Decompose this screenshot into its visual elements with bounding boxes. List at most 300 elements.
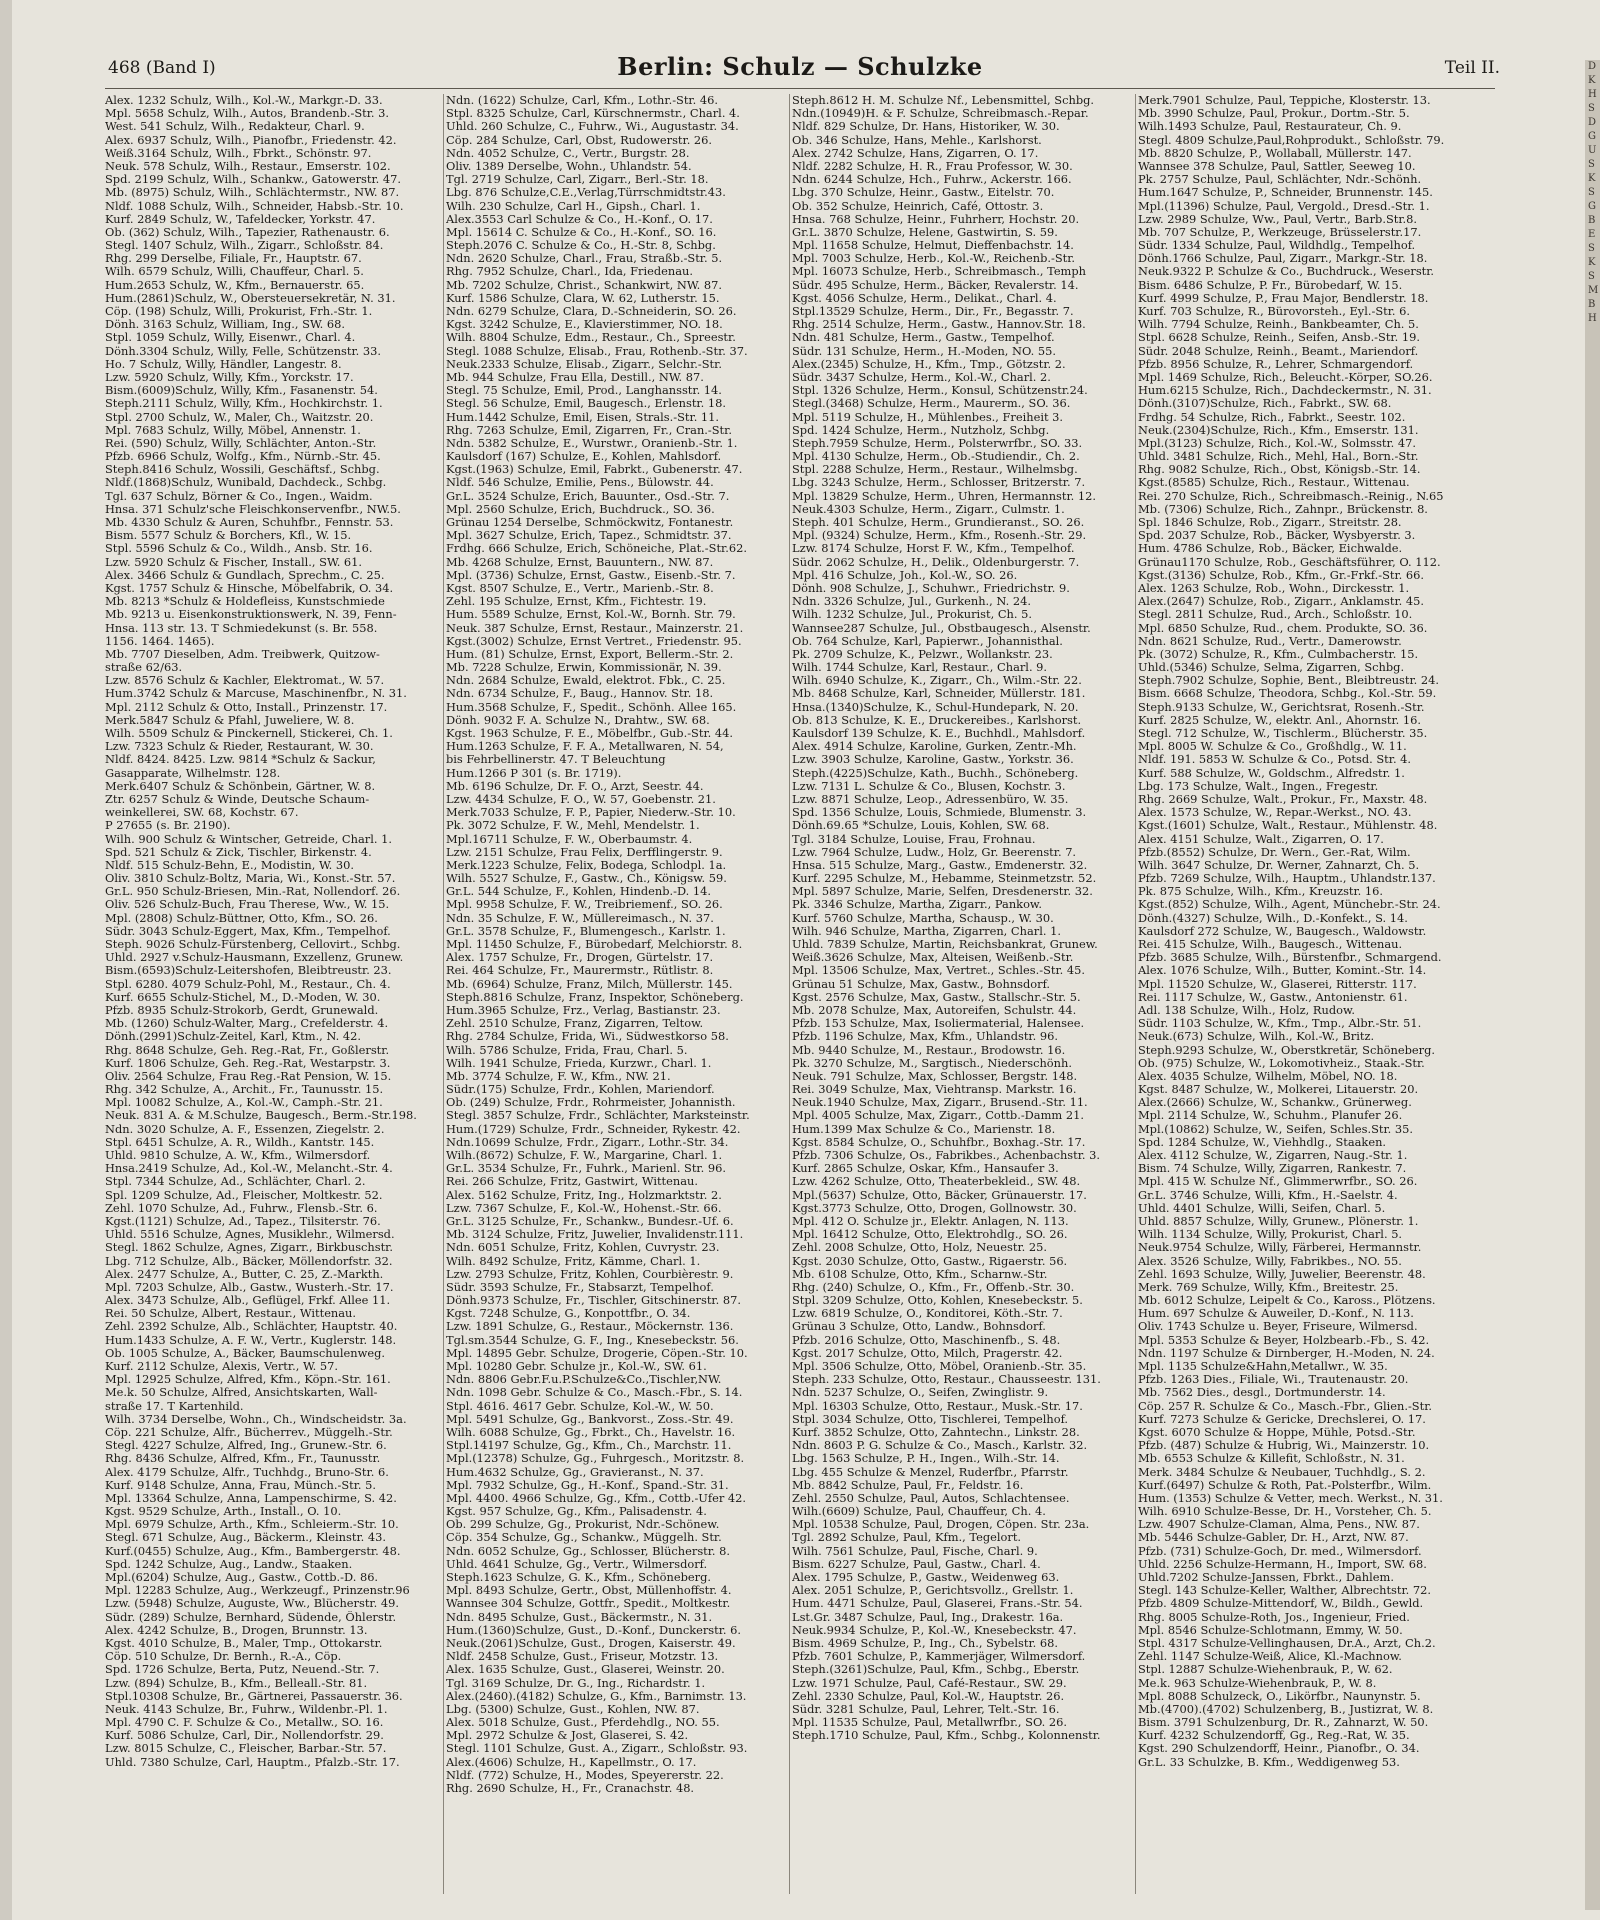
directory-entry: Mpl. 11658 Schulze, Helmut, Dieffenbachstr. 14. <box>792 239 1074 253</box>
directory-entry: Kaulsdorf 272 Schulze, W., Baugesch., Waldowstr. <box>1138 924 1427 938</box>
directory-entry: Gr.L. 33 Schulzke, B. Kfm., Weddigenweg 53. <box>1138 1755 1400 1769</box>
directory-entry: Steph.8612 H. M. Schulze Nf., Lebensmittel, Schbg. <box>792 94 1095 107</box>
directory-entry: Oliv. 526 Schulz-Buch, Frau Therese, Ww., W. 15. <box>105 898 390 912</box>
directory-entry: Merk. 769 Schulze, Willy, Kfm., Breitestr. 25. <box>1138 1280 1399 1294</box>
directory-entry: Südr. 3281 Schulze, Paul, Lehrer, Telt.-Str. 16. <box>792 1702 1060 1716</box>
directory-entry: Alex. 2742 Schulze, Hans, Zigarren, O. 17. <box>792 146 1039 160</box>
directory-entry: Uhld. 9810 Schulze, A. W., Kfm., Wilmersdorf. <box>105 1149 371 1162</box>
directory-entry: Ndn. 6279 Schulze, Clara, D.-Schneiderin, SO. 26. <box>446 305 737 318</box>
directory-entry: Mpl.16711 Schulze, F. W., Oberbaumstr. 4. <box>446 832 693 846</box>
directory-entry: Kurf. 3852 Schulze, Otto, Zahntechn., Linkstr. 28. <box>792 1425 1080 1439</box>
directory-entry: Stegl. 1862 Schulze, Agnes, Zigarr., Birkbuschstr. <box>105 1241 393 1255</box>
directory-entry: Hnsa. 371 Schulz'sche Fleischkonservenfbr., NW.5. <box>105 502 401 516</box>
directory-entry: West. 541 Schulz, Wilh., Redakteur, Charl. 9. <box>105 120 365 134</box>
directory-entry: Kgst. 2576 Schulze, Max, Gastw., Stallschr.-Str. 5. <box>792 990 1081 1004</box>
margin-letter: S <box>1588 271 1595 282</box>
margin-letter: H <box>1588 89 1597 100</box>
directory-entry: Mpl. 415 W. Schulze Nf., Glimmerwrfbr., SO. 26. <box>1138 1175 1418 1189</box>
directory-entry: Bism. 6486 Schulze, P. Fr., Bürobedarf, W. 15. <box>1138 278 1403 292</box>
directory-entry: Alex. 4035 Schulze, Wilhelm, Möbel, NO. 18. <box>1138 1069 1398 1083</box>
directory-entry: Ndn. 5237 Schulze, O., Seifen, Zwinglistr. 9. <box>792 1386 1049 1400</box>
directory-entry: Neuk. 831 A. & M.Schulze, Baugesch., Berm.-Str.198. <box>105 1109 417 1123</box>
directory-entry: Ndn. (1622) Schulze, Carl, Kfm., Lothr.-Str. 46. <box>446 94 718 107</box>
directory-entry: Gr.L. 3578 Schulze, F., Blumengesch., Karlstr. 1. <box>446 924 726 938</box>
directory-entry: Cöp. 221 Schulze, Alfr., Bücherrev., Müggelh.-Str. <box>105 1425 393 1439</box>
directory-entry: Mpl. 3506 Schulze, Otto, Möbel, Oranienb.-Str. 35. <box>792 1360 1087 1373</box>
margin-letter: S <box>1588 187 1595 198</box>
directory-entry: Alex. 3466 Schulz & Gundlach, Sprechm., C. 25. <box>105 568 385 582</box>
directory-entry: Hum.4632 Schulze, Gg., Gravieranst., N. 37. <box>446 1465 704 1479</box>
directory-entry: Tgl. 2892 Schulze, Paul, Kfm., Tegelort. <box>792 1531 1022 1545</box>
directory-entry: Neuk.(673) Schulze, Wilh., Kol.-W., Britz. <box>1138 1030 1375 1044</box>
directory-entry: Stpl. 8325 Schulze, Carl, Kürschnermstr., Charl. 4. <box>446 107 740 121</box>
directory-entry: Mb. 4268 Schulze, Ernst, Bauuntern., NW. 87. <box>446 555 714 569</box>
directory-entry: Kurf. 1586 Schulze, Clara, W. 62, Lutherstr. 15. <box>446 291 720 305</box>
directory-entry: Ob. 1005 Schulze, A., Bäcker, Baumschulenweg. <box>105 1346 385 1360</box>
directory-entry: Gr.L. 3534 Schulze, Fr., Fuhrk., Marienl. Str. 96. <box>446 1162 726 1176</box>
directory-entry: Bism. 5577 Schulz & Borchers, Kfl., W. 15. <box>105 529 352 543</box>
directory-entry: Nldf. 515 Schulz-Behn, E., Modistin, W. 30. <box>105 858 355 872</box>
directory-entry: Mpl.(6204) Schulze, Aug., Gastw., Cottb.-D. 86. <box>105 1571 379 1584</box>
directory-entry: Kgst. 9529 Schulze, Arth., Install., O. 10. <box>105 1505 342 1519</box>
margin-letter: D <box>1588 61 1597 72</box>
directory-entry: Ob. 813 Schulze, K. E., Druckereibes., Karlshorst. <box>792 713 1082 727</box>
directory-entry: Dönh.1766 Schulze, Paul, Zigarr., Markgr.-Str. 18. <box>1138 252 1428 266</box>
directory-entry: Gasapparate, Wilhelmstr. 128. <box>105 766 281 780</box>
directory-entry: Cöp. 284 Schulze, Carl, Obst, Rudowerstr. 26. <box>446 133 713 147</box>
directory-entry: Mpl. 2972 Schulze & Jost, Glaserei, S. 42. <box>446 1729 689 1743</box>
directory-entry: Hum.1263 Schulze, F. F. A., Metallwaren, N. 54, <box>446 740 724 754</box>
directory-entry: Wilh. 5527 Schulze, F., Gastw., Ch., Königsw. 59. <box>446 872 727 886</box>
directory-entry: Lzw. 5920 Schulz & Fischer, Install., SW. 61. <box>105 555 363 569</box>
directory-entry: Hum. 5589 Schulze, Ernst, Kol.-W., Bornh. Str. 79. <box>446 608 736 622</box>
directory-entry: Tgl. 637 Schulz, Börner & Co., Ingen., Waidm. <box>105 489 373 503</box>
directory-entry: Mb. 8820 Schulze, P., Wollaball, Müllerstr. 147. <box>1138 146 1412 160</box>
directory-entry: Wilh. 6940 Schulze, K., Zigarr., Ch., Wilm.-Str. 22. <box>792 674 1082 688</box>
directory-entry: Mpl. 13364 Schulze, Anna, Lampenschirme, S. 42. <box>105 1491 397 1505</box>
directory-entry: Wilh.(8672) Schulze, F. W., Margarine, Charl. 1. <box>446 1149 723 1162</box>
directory-entry: Mb. 8213 *Schulz & Holdefleiss, Kunstschmiede <box>105 595 385 609</box>
directory-entry: Hnsa.(1340)Schulze, K., Schul-Hundepark, N. 20. <box>792 700 1079 714</box>
directory-entry: Alex. 2051 Schulze, P., Gerichtsvollz., Grellstr. 1. <box>792 1584 1074 1598</box>
directory-entry: Südr. 2062 Schulze, H., Delik., Oldenburgerstr. 7. <box>792 555 1080 569</box>
directory-entry: Weiß.3164 Schulz, Wilh., Fbrkt., Schönstr. 97. <box>105 146 372 160</box>
directory-entry: Kgst.(1963) Schulze, Emil, Fabrkt., Gubenerstr. 47. <box>446 463 743 477</box>
directory-entry: Hum.3742 Schulz & Marcuse, Maschinenfbr., N. 31. <box>105 687 407 701</box>
directory-entry: Stegl. 1101 Schulze, Gust. A., Zigarr., Schloßstr. 93. <box>446 1742 748 1756</box>
directory-entry: Grünau 1254 Derselbe, Schmöckwitz, Fontanestr. <box>446 516 734 529</box>
directory-entry: Wannsee 378 Schulze, Paul, Sattler, Seeweg 10. <box>1138 159 1416 173</box>
directory-entry: Mpl.(3123) Schulze, Rich., Kol.-W., Solmsstr. 47. <box>1138 436 1417 450</box>
directory-entry: Mb. 9213 u. Eisenkonstruktionswerk, N. 39, Fenn- <box>105 608 397 622</box>
directory-entry: Wilh. 230 Schulze, Carl H., Gipsh., Charl. 1. <box>446 199 701 213</box>
directory-entry: Mpl. 11520 Schulze, W., Glaserei, Ritterstr. 117. <box>1138 977 1417 991</box>
directory-entry: Mpl. 6979 Schulze, Arth., Kfm., Schleierm.-Str. 10. <box>105 1518 399 1532</box>
directory-entry: Kurf. 5760 Schulze, Martha, Schausp., W. 30. <box>792 911 1054 925</box>
directory-entry: Rhg. 8436 Schulze, Alfred, Kfm., Fr., Taunusstr. <box>105 1452 381 1466</box>
directory-entry: Mb. 6553 Schulze & Killefit, Schloßstr., N. 31. <box>1138 1452 1405 1466</box>
directory-entry: Spd. 1726 Schulze, Berta, Putz, Neuend.-Str. 7. <box>105 1663 380 1677</box>
directory-entry: Uhld. 3481 Schulze, Rich., Mehl, Hal., Born.-Str. <box>1138 450 1419 464</box>
directory-entry: Stpl.13529 Schulze, Herm., Dir., Fr., Begasstr. 7. <box>792 305 1074 318</box>
directory-entry: Alex. 1757 Schulze, Fr., Drogen, Gürtelstr. 17. <box>446 951 714 965</box>
directory-entry: Dönh.69.65 *Schulze, Louis, Kohlen, SW. 68. <box>792 819 1050 833</box>
directory-entry: Oliv. 3810 Schulz-Boltz, Maria, Wi., Konst.-Str. 57. <box>105 872 396 886</box>
directory-entry: Mpl. 10538 Schulze, Paul, Drogen, Cöpen. Str. 23a. <box>792 1518 1090 1532</box>
directory-entry: Hum.1442 Schulze, Emil, Eisen, Strals.-Str. 11. <box>446 410 720 424</box>
directory-entry: Alex.(2647) Schulze, Rob., Zigarr., Anklamstr. 45. <box>1138 595 1425 609</box>
directory-entry: Oliv. 2564 Schulze, Frau Reg.-Rat Pension, W. 15. <box>105 1069 392 1083</box>
directory-entry: Hum.3965 Schulze, Frz., Verlag, Bastianstr. 23. <box>446 1003 721 1017</box>
directory-entry: Neuk.4303 Schulze, Herm., Zigarr., Culmstr. 1. <box>792 502 1065 516</box>
directory-entry: Stegl. 712 Schulze, W., Tischlerm., Blücherstr. 35. <box>1138 727 1428 740</box>
directory-entry: Rei. 266 Schulze, Fritz, Gastwirt, Wittenau. <box>446 1175 698 1189</box>
directory-entry: Nldf. 8424. 8425. Lzw. 9814 *Schulz & Sackur, <box>105 753 376 767</box>
directory-entry: Lzw. 4434 Schulze, F. O., W. 57, Goebenstr. 21. <box>446 792 716 806</box>
directory-entry: weinkellerei, SW. 68, Kochstr. 67. <box>105 806 299 820</box>
directory-entry: Hum. 4786 Schulze, Rob., Bäcker, Eichwalde. <box>1138 542 1403 556</box>
directory-entry: Ndn. 3020 Schulze, A. F., Essenzen, Ziegelstr. 2. <box>105 1122 385 1136</box>
directory-entry: Alex. 2477 Schulze, A., Butter, C. 25, Z.-Markth. <box>105 1267 384 1281</box>
directory-entry: Stpl. 4616. 4617 Gebr. Schulze, Kol.-W., W. 50. <box>446 1399 714 1413</box>
directory-entry: Mpl. 6850 Schulze, Rud., chem. Produkte, SO. 36. <box>1138 621 1428 635</box>
directory-entry: Mb. 6012 Schulze, Leipelt & Co., Kaross., Plötzens. <box>1138 1294 1436 1308</box>
directory-entry: Lzw. 2793 Schulze, Fritz, Kohlen, Courbièrestr. 9. <box>446 1267 734 1281</box>
directory-entry: Rhg. 8005 Schulze-Roth, Jos., Ingenieur, Fried. <box>1138 1610 1410 1624</box>
directory-entry: Steph.7902 Schulze, Sophie, Bent., Bleibtreustr. 24. <box>1138 674 1440 688</box>
directory-entry: Stpl. 3209 Schulze, Otto, Kohlen, Knesebeckstr. 5. <box>792 1294 1083 1308</box>
directory-entry: Kgst. 2030 Schulze, Otto, Gastw., Rigaerstr. 56. <box>792 1254 1068 1268</box>
margin-letter: S <box>1588 243 1595 254</box>
directory-entry: Kgst. 4010 Schulze, B., Maler, Tmp., Ottokarstr. <box>105 1636 383 1650</box>
directory-entry: Steph.2111 Schulz, Willy, Kfm., Hochkirchstr. 1. <box>105 397 383 411</box>
directory-entry: Bism. 3791 Schulzenburg, Dr. R., Zahnarzt, W. 50. <box>1138 1716 1429 1730</box>
directory-entry: Mpl. (3736) Schulze, Ernst, Gastw., Eisenb.-Str. 7. <box>446 568 736 582</box>
directory-entry: Neuk.(2061)Schulze, Gust., Drogen, Kaiserstr. 49. <box>446 1636 736 1650</box>
directory-entry: Mpl. (9324) Schulze, Herm., Kfm., Rosenh.-Str. 29. <box>792 529 1087 543</box>
directory-entry: Mpl. 5353 Schulze & Beyer, Holzbearb.-Fb., S. 42. <box>1138 1333 1430 1347</box>
directory-entry: Uhld. 8857 Schulze, Willy, Grunew., Plönerstr. 1. <box>1138 1214 1419 1228</box>
directory-entry: Merk.1223 Schulze, Felix, Bodega, Schlodpl. 1a. <box>446 858 727 872</box>
directory-entry: Wilh. 6088 Schulze, Gg., Fbrkt., Ch., Havelstr. 16. <box>446 1425 736 1439</box>
directory-entry: Gr.L. 544 Schulze, F., Kohlen, Hindenb.-D. 14. <box>446 885 712 899</box>
directory-entry: Oliv. 1389 Derselbe, Wohn., Uhlandstr. 54. <box>446 159 692 173</box>
directory-entry: Bism.(6009)Schulz, Willy, Kfm., Fasanenstr. 54. <box>105 384 378 398</box>
directory-entry: Hnsa. 515 Schulze, Marg., Gastw., Emdenerstr. 32. <box>792 858 1088 872</box>
directory-entry: Zehl. 2550 Schulze, Paul, Autos, Schlachtensee. <box>792 1491 1070 1505</box>
directory-entry: Mpl. 11535 Schulze, Paul, Metallwrfbr., SO. 26. <box>792 1716 1067 1730</box>
directory-entry: Ndn. 8603 P. G. Schulze & Co., Masch., Karlstr. 32. <box>792 1439 1088 1453</box>
directory-entry: Wilh. 900 Schulz & Wintscher, Getreide, Charl. 1. <box>105 832 392 846</box>
header-rule <box>105 88 1495 89</box>
directory-entry: Zehl. 1693 Schulze, Willy, Juwelier, Beerenstr. 48. <box>1138 1267 1426 1281</box>
directory-entry: Mpl. 8088 Schulzeck, O., Likörfbr., Naunynstr. 5. <box>1138 1689 1421 1703</box>
directory-entry: Kurf. 588 Schulze, W., Goldschm., Alfredstr. 1. <box>1138 766 1405 780</box>
column-divider <box>789 94 790 1894</box>
directory-entry: Mb. 4330 Schulz & Auren, Schuhfbr., Fennstr. 53. <box>105 516 394 529</box>
directory-entry: Lzw. 8015 Schulze, C., Fleischer, Barbar.-Str. 57. <box>105 1742 387 1756</box>
directory-entry: Wannsee 304 Schulze, Gottfr., Spedit., Moltkestr. <box>446 1597 731 1611</box>
directory-entry: Mpl. 2114 Schulze, W., Schuhm., Planufer 26. <box>1138 1109 1403 1123</box>
directory-entry: Alex. 6937 Schulz, Wilh., Pianofbr., Friedenstr. 42. <box>105 133 397 147</box>
directory-entry: Alex.(2460).(4182) Schulze, G., Kfm., Barnimstr. 13. <box>446 1689 747 1703</box>
directory-entry: Lzw. 8174 Schulze, Horst F. W., Kfm., Tempelhof. <box>792 542 1075 556</box>
directory-entry: P 27655 (s. Br. 2190). <box>105 819 231 833</box>
margin-letter: B <box>1588 215 1596 226</box>
directory-entry: Lzw. 8576 Schulz & Kachler, Elektromat., W. 57. <box>105 674 385 688</box>
directory-entry: Mpl. 9958 Schulze, F. W., Treibriemenf., SO. 26. <box>446 898 723 912</box>
directory-entry: Dönh. 3163 Schulz, William, Ing., SW. 68. <box>105 318 346 332</box>
directory-entry: Lzw. 7323 Schulz & Rieder, Restaurant, W. 30. <box>105 740 374 754</box>
margin-letter: B <box>1588 299 1596 310</box>
directory-entry: Mpl. 1469 Schulze, Rich., Beleucht.-Körper, SO.26. <box>1138 370 1433 384</box>
directory-entry: Ztr. 6257 Schulz & Winde, Deutsche Schaum- <box>105 792 370 806</box>
directory-entry: Hum. 4471 Schulze, Paul, Glaserei, Frans.-Str. 54. <box>792 1597 1083 1611</box>
directory-entry: Alex. 1635 Schulze, Gust., Glaserei, Weinstr. 20. <box>446 1663 725 1677</box>
directory-entry: Grünau 51 Schulze, Max, Gastw., Bohnsdorf. <box>792 977 1051 991</box>
directory-entry: Rhg. 2514 Schulze, Herm., Gastw., Hannov.Str. 18. <box>792 318 1086 332</box>
directory-entry: Mpl. 4130 Schulze, Herm., Ob.-Studiendir., Ch. 2. <box>792 450 1080 464</box>
directory-entry: Neuk.9934 Schulze, P., Kol.-W., Knesebeckstr. 47. <box>792 1623 1077 1637</box>
directory-entry: Rei. 1117 Schulze, W., Gastw., Antonienstr. 61. <box>1138 990 1408 1004</box>
directory-entry: Pfzb. 8935 Schulz-Strokorb, Gerdt, Grunewald. <box>105 1003 379 1017</box>
directory-entry: Lbg. 173 Schulze, Walt., Ingen., Fregestr. <box>1138 779 1379 793</box>
directory-entry: Mpl. 8493 Schulze, Gertr., Obst, Müllenhoffstr. 4. <box>446 1584 732 1598</box>
directory-entry: Stpl. 1326 Schulze, Herm., Konsul, Schützenstr.24. <box>792 384 1088 398</box>
directory-entry: Mb. 3990 Schulze, Paul, Prokur., Dortm.-Str. 5. <box>1138 107 1410 121</box>
margin-letter: E <box>1588 229 1596 240</box>
directory-entry: Hnsa. 768 Schulze, Heinr., Fuhrherr, Hochstr. 20. <box>792 212 1080 226</box>
directory-entry: Zehl. 1147 Schulze-Weiß, Alice, Kl.-Machnow. <box>1138 1650 1402 1664</box>
directory-entry: Mpl.(5637) Schulze, Otto, Bäcker, Grünauerstr. 17. <box>792 1188 1087 1202</box>
directory-entry: Steph.(3261)Schulze, Paul, Kfm., Schbg., Eberstr. <box>792 1663 1080 1677</box>
directory-entry: Wilh. 1744 Schulze, Karl, Restaur., Charl. 9. <box>792 661 1048 675</box>
directory-entry: Alex. 5018 Schulze, Gust., Pferdehdlg., NO. 55. <box>446 1716 720 1730</box>
directory-entry: Lst.Gr. 3487 Schulze, Paul, Ing., Drakestr. 16a. <box>792 1610 1064 1624</box>
directory-entry: Lbg. 370 Schulze, Heinr., Gastw., Eitelstr. 70. <box>792 186 1055 200</box>
directory-entry: Mb. (7306) Schulze, Rich., Zahnpr., Brückenstr. 8. <box>1138 502 1428 516</box>
directory-entry: Pfzb. (731) Schulze-Goch, Dr. med., Wilmersdorf. <box>1138 1544 1422 1558</box>
directory-entry: Lbg. 455 Schulze & Menzel, Ruderfbr., Pfarrstr. <box>792 1465 1069 1479</box>
directory-entry: Mpl. 4005 Schulze, Max, Zigarr., Cottb.-Damm 21. <box>792 1109 1084 1123</box>
directory-entry: Pfzb. 4809 Schulze-Mittendorf, W., Bildh., Gewld. <box>1138 1597 1424 1611</box>
directory-entry: Nldf. (772) Schulze, H., Modes, Speyererstr. 22. <box>446 1768 724 1782</box>
directory-entry: Kurf. 9148 Schulze, Anna, Frau, Münch.-Str. 5. <box>105 1478 377 1492</box>
directory-entry: Südr. 495 Schulze, Herm., Bäcker, Revalerstr. 14. <box>792 278 1079 292</box>
directory-entry: Lzw. (5948) Schulze, Auguste, Ww., Blücherstr. 49. <box>105 1597 399 1611</box>
directory-entry: Alex.3553 Carl Schulze & Co., H.-Konf., O. 17. <box>446 212 713 226</box>
directory-entry: Südr. 3043 Schulz-Eggert, Max, Kfm., Tempelhof. <box>105 924 391 938</box>
directory-entry: Wilh. 7794 Schulze, Reinh., Bankbeamter, Ch. 5. <box>1138 318 1419 332</box>
directory-entry: Stegl. 75 Schulze, Emil, Prod., Langhansstr. 14. <box>446 384 722 398</box>
directory-entry: Mpl. 13829 Schulze, Herm., Uhren, Hermannstr. 12. <box>792 489 1097 503</box>
directory-entry: Alex.(2666) Schulze, W., Schankw., Grünerweg. <box>1138 1096 1412 1110</box>
directory-entry: Stegl. 1088 Schulze, Elisab., Frau, Rothenb.-Str. 37. <box>446 344 748 358</box>
directory-entry: Lbg. 876 Schulze,C.E.,Verlag,Türrschmidtstr.43. <box>446 186 726 200</box>
directory-entry: Steph.8816 Schulze, Franz, Inspektor, Schöneberg. <box>446 990 744 1004</box>
directory-entry: Ob. (975) Schulze, W., Lokomotivheiz., Staak.-Str. <box>1138 1056 1425 1070</box>
directory-entry: Ndn. 35 Schulze, F. W., Müllereimasch., N. 37. <box>446 911 714 925</box>
directory-entry: Mpl. 10280 Gebr. Schulze jr., Kol.-W., SW. 61. <box>446 1360 707 1373</box>
directory-entry: Südr. 1103 Schulze, W., Kfm., Tmp., Albr.-Str. 51. <box>1138 1017 1422 1031</box>
directory-entry: Kurf.(0455) Schulze, Aug., Kfm., Bambergerstr. 48. <box>105 1544 401 1558</box>
directory-entry: Pk. 3270 Schulze, M., Sargtisch., Niederschönh. <box>792 1056 1072 1070</box>
directory-entry: Mb. (6964) Schulze, Franz, Milch, Müllerstr. 145. <box>446 977 733 991</box>
directory-entry: Lzw. 7367 Schulze, F., Kol.-W., Hohenst.-Str. 66. <box>446 1201 722 1215</box>
directory-entry: Steph. 9026 Schulz-Fürstenberg, Cellovirt., Schbg. <box>105 938 401 951</box>
directory-entry: Mb. 7707 Dieselben, Adm. Treibwerk, Quitzow- <box>105 647 380 661</box>
directory-entry: Ndn. 6734 Schulze, F., Baug., Hannov. Str. 18. <box>446 687 714 701</box>
directory-entry: Alex.(2345) Schulze, H., Kfm., Tmp., Götzstr. 2. <box>792 357 1066 371</box>
directory-entry: Rhg. 2690 Schulze, H., Fr., Cranachstr. 48. <box>446 1782 695 1795</box>
directory-entry: Südr. 3437 Schulze, Herm., Kol.-W., Charl. 2. <box>792 370 1051 384</box>
directory-entry: Kgst. 957 Schulze, Gg., Kfm., Palisadenstr. 4. <box>446 1505 707 1519</box>
directory-entry: Pfzb. 7601 Schulze, P., Kammerjäger, Wilmersdorf. <box>792 1650 1086 1664</box>
margin-letter: G <box>1588 201 1596 212</box>
directory-entry: Mpl. 16073 Schulze, Herb., Schreibmasch., Temph <box>792 265 1086 279</box>
directory-entry: Stegl. 671 Schulze, Aug., Bäckerm., Kleinstr. 43. <box>105 1531 386 1545</box>
directory-entry: Mb. 9440 Schulze, M., Restaur., Brodowstr. 16. <box>792 1043 1066 1057</box>
directory-entry: Rei. 50 Schulze, Albert, Restaur., Wittenau. <box>105 1307 357 1321</box>
directory-entry: Kurf.(6497) Schulze & Roth, Pat.-Polsterfbr., Wilm. <box>1138 1478 1432 1492</box>
directory-entry: Mpl. 5658 Schulz, Wilh., Autos, Brandenb.-Str. 3. <box>105 107 390 121</box>
margin-letter: K <box>1588 257 1596 268</box>
directory-entry: Ob. 346 Schulze, Hans, Mehle., Karlshorst. <box>792 133 1042 147</box>
directory-entry: Stpl. 2700 Schulz, W., Maler, Ch., Waitzstr. 20. <box>105 410 374 424</box>
directory-entry: Kurf. 6655 Schulz-Stichel, M., D.-Moden, W. 30. <box>105 990 381 1004</box>
directory-entry: Stpl. 2288 Schulze, Herm., Restaur., Wilhelmsbg. <box>792 463 1078 477</box>
directory-entry: Tgl.sm.3544 Schulze, G. F., Ing., Knesebeckstr. 56. <box>446 1333 739 1347</box>
directory-entry: Neuk.9322 P. Schulze & Co., Buchdruck., Weserstr. <box>1138 265 1435 279</box>
directory-entry: Ndn. 8806 Gebr.F.u.P.Schulze&Co.,Tischler,NW. <box>446 1373 722 1387</box>
directory-entry: Kaulsdorf 139 Schulze, K. E., Buchhdl., Mahlsdorf. <box>792 727 1086 740</box>
directory-entry: Spd. 2199 Schulz, Wilh., Schankw., Gatowerstr. 47. <box>105 173 402 187</box>
directory-entry: Wilh. 8804 Schulze, Edm., Restaur., Ch., Spreestr. <box>446 331 736 345</box>
directory-entry: Tgl. 3169 Schulze, Dr. G., Ing., Richardstr. 1. <box>446 1676 706 1690</box>
directory-entry: Mpl. 16412 Schulze, Otto, Elektrohdlg., SO. 26. <box>792 1228 1068 1242</box>
directory-entry: Wilh. 1941 Schulze, Frieda, Kurzwr., Charl. 1. <box>446 1056 712 1070</box>
directory-entry: Lzw. 7964 Schulze, Ludw., Holz, Gr. Beerenstr. 7. <box>792 845 1077 859</box>
directory-entry: Gr.L. 3870 Schulze, Helene, Gastwirtin, S. 59. <box>792 225 1058 239</box>
directory-entry: Pfzb. 1263 Dies., Filiale, Wi., Trautenaustr. 20. <box>1138 1373 1409 1387</box>
directory-entry: Kgst.(1601) Schulze, Walt., Restaur., Mühlenstr. 48. <box>1138 819 1438 833</box>
directory-entry: Uhld. 7839 Schulze, Martin, Reichsbankrat, Grunew. <box>792 938 1098 951</box>
directory-entry: Wilh. 6910 Schulze-Besse, Dr. H., Vorsteher, Ch. 5. <box>1138 1505 1432 1519</box>
directory-entry: Mb. 3774 Schulze, F. W., Kfm., NW. 21. <box>446 1069 671 1083</box>
directory-entry: Kurf. 7273 Schulze & Gericke, Drechslerei, O. 17. <box>1138 1412 1426 1426</box>
directory-entry: Rhg. 8648 Schulze, Geh. Reg.-Rat, Fr., Goßlerstr. <box>105 1043 390 1057</box>
directory-entry: Kurf. 2865 Schulze, Oskar, Kfm., Hansaufer 3. <box>792 1162 1059 1176</box>
directory-entry: Spd. 1356 Schulze, Louis, Schmiede, Blumenstr. 3. <box>792 806 1087 820</box>
directory-entry: Nldf. 546 Schulze, Emilie, Pens., Bülowstr. 44. <box>446 476 714 490</box>
directory-entry: Kgst.(1121) Schulze, Ad., Tapez., Tilsiterstr. 76. <box>105 1214 381 1228</box>
directory-entry: Zehl. 2510 Schulze, Franz, Zigarren, Teltow. <box>446 1017 704 1031</box>
directory-entry: Bism. 6668 Schulze, Theodora, Schbg., Kol.-Str. 59. <box>1138 687 1437 701</box>
directory-entry: Wilh. 8492 Schulze, Fritz, Kämme, Charl. 1. <box>446 1254 701 1268</box>
directory-entry: Ndn.(10949)H. & F. Schulze, Schreibmasch.-Repar. <box>792 107 1089 121</box>
directory-entry: Ndn. 1098 Gebr. Schulze & Co., Masch.-Fbr., S. 14. <box>446 1386 743 1400</box>
directory-entry: Stpl. 4317 Schulze-Vellinghausen, Dr.A., Arzt, Ch.2. <box>1138 1636 1436 1650</box>
directory-entry: Kurf. 2849 Schulz, W., Tafeldecker, Yorkstr. 47. <box>105 212 376 226</box>
directory-entry: Pk. 875 Schulze, Wilh., Kfm., Kreuzstr. 16. <box>1138 885 1384 899</box>
directory-entry: Alex. 3473 Schulze, Alb., Geflügel, Frkf. Allee 11. <box>105 1294 391 1308</box>
directory-entry: Kurf. 2825 Schulze, W., elektr. Anl., Ahornstr. 16. <box>1138 713 1422 727</box>
directory-entry: Lzw. 2151 Schulze, Frau Felix, Derfflingerstr. 9. <box>446 845 723 859</box>
directory-entry: Lzw. 2989 Schulze, Ww., Paul, Vertr., Barb.Str.8. <box>1138 212 1418 226</box>
directory-entry: Alex. 4112 Schulze, W., Zigarren, Naug.-Str. 1. <box>1138 1149 1408 1162</box>
directory-entry: Ob. 764 Schulze, Karl, Papierwr., Johannisthal. <box>792 634 1063 648</box>
directory-entry: Neuk. 791 Schulze, Max, Schlosser, Bergstr. 148. <box>792 1069 1078 1083</box>
directory-entry: Ndn. 2684 Schulze, Ewald, elektrot. Fbk., C. 25. <box>446 674 726 688</box>
directory-entry: Kurf. 5086 Schulze, Carl, Dir., Nollendorfstr. 29. <box>105 1729 384 1743</box>
directory-entry: Stpl. 6451 Schulze, A. R., Wildh., Kantstr. 145. <box>105 1135 375 1149</box>
directory-entry: Stegl. 2811 Schulze, Rud., Arch., Schloßstr. 10. <box>1138 608 1413 622</box>
directory-entry: Südr. 3593 Schulze, Fr., Stabsarzt, Tempelhof. <box>446 1280 714 1294</box>
directory-entry: Uhld. 5516 Schulze, Agnes, Musiklehr., Wilmersd. <box>105 1228 395 1242</box>
directory-entry: Mpl. 412 O. Schulze jr., Elektr. Anlagen, N. 113. <box>792 1214 1069 1228</box>
directory-entry: Mb. 707 Schulze, P., Werkzeuge, Brüsselerstr.17. <box>1138 225 1422 239</box>
directory-entry: Mpl. 12925 Schulze, Alfred, Kfm., Köpn.-Str. 161. <box>105 1373 391 1387</box>
directory-entry: Kgst. 1963 Schulze, F. E., Möbelfbr., Gub.-Str. 44. <box>446 727 733 740</box>
directory-entry: Dönh. 9032 F. A. Schulze N., Drahtw., SW. 68. <box>446 713 710 727</box>
directory-entry: Mpl. 5119 Schulze, H., Mühlenbes., Freiheit 3. <box>792 410 1064 424</box>
directory-entry: Alex. 1076 Schulze, Wilh., Butter, Komint.-Str. 14. <box>1138 964 1427 978</box>
directory-entry: Mpl. 16303 Schulze, Otto, Restaur., Musk.-Str. 17. <box>792 1399 1083 1413</box>
directory-entry: Pfzb. 7306 Schulze, Os., Fabrikbes., Achenbachstr. 3. <box>792 1149 1101 1162</box>
directory-entry: Neuk. 578 Schulz, Wilh., Restaur., Emserstr. 102. <box>105 159 391 173</box>
directory-entry: Südr. 131 Schulze, Herm., H.-Moden, NO. 55. <box>792 344 1057 358</box>
directory-entry: Neuk. 387 Schulze, Ernst, Restaur., Mainzerstr. 21. <box>446 621 744 635</box>
directory-entry: Südr. 1334 Schulze, Paul, Wildhdlg., Tempelhof. <box>1138 239 1416 253</box>
directory-entry: Stegl. 56 Schulze, Emil, Baugesch., Erlenstr. 18. <box>446 397 726 411</box>
directory-entry: Wilh. 3734 Derselbe, Wohn., Ch., Windscheidstr. 3a. <box>105 1412 407 1426</box>
directory-entry: Dönh.(4327) Schulze, Wilh., D.-Konfekt., S. 14. <box>1138 911 1408 925</box>
directory-column-1 <box>105 94 440 1894</box>
directory-entry: Wilh. 946 Schulze, Martha, Zigarren, Charl. 1. <box>792 924 1061 938</box>
directory-entry: Dönh.9373 Schulze, Fr., Tischler, Gitschinerstr. 87. <box>446 1294 741 1308</box>
directory-entry: Wilh.(6609) Schulze, Paul, Chauffeur, Ch. 4. <box>792 1505 1046 1519</box>
directory-entry: Alex. 4179 Schulze, Alfr., Tuchhdg., Bruno-Str. 6. <box>105 1465 389 1479</box>
directory-entry: Hum.(1729) Schulze, Frdr., Schneider, Rykestr. 42. <box>446 1122 741 1136</box>
directory-entry: Neuk.2333 Schulze, Elisab., Zigarr., Selchr.-Str. <box>446 357 722 371</box>
directory-entry: Hum.1266 P 301 (s. Br. 1719). <box>446 766 622 780</box>
directory-entry: Stegl.(3468) Schulze, Herm., Maurerm., SO. 36. <box>792 397 1071 411</box>
directory-entry: Gr.L. 950 Schulz-Briesen, Min.-Rat, Nollendorf. 26. <box>105 885 401 899</box>
directory-entry: Hum.1647 Schulze, P., Schneider, Brunnenstr. 145. <box>1138 186 1433 200</box>
directory-entry: Hum. 697 Schulze & Auweiler, D.-Konf., N. 113. <box>1138 1307 1414 1321</box>
directory-entry: Hum.(1360)Schulze, Gust., D.-Konf., Dunckerstr. 6. <box>446 1623 742 1637</box>
directory-column-3 <box>792 94 1132 1894</box>
directory-entry: Mpl.(10862) Schulze, W., Seifen, Schles.Str. 35. <box>1138 1122 1414 1136</box>
directory-entry: Mpl. 7003 Schulze, Herb., Kol.-W., Reichenb.-Str. <box>792 252 1076 266</box>
directory-entry: Pfzb. 1196 Schulze, Max, Kfm., Uhlandstr. 96. <box>792 1030 1058 1044</box>
directory-entry: Mpl. 2112 Schulz & Otto, Install., Prinzenstr. 17. <box>105 700 388 714</box>
directory-entry: Ndn.10699 Schulze, Frdr., Zigarr., Lothr.-Str. 34. <box>446 1135 729 1149</box>
margin-letter: G <box>1588 131 1596 142</box>
directory-entry: Ndn. 4052 Schulze, C., Vertr., Burgstr. 28. <box>446 146 690 160</box>
directory-entry: Pfzb. 8956 Schulze, R., Lehrer, Schmargendorf. <box>1138 357 1414 371</box>
directory-entry: Rei. 415 Schulze, Wilh., Baugesch., Wittenau. <box>1138 938 1403 951</box>
directory-entry: Neuk. 4143 Schulze, Br., Fuhrw., Wildenbr.-Pl. 1. <box>105 1702 388 1716</box>
directory-entry: Mpl. 1135 Schulze&Hahn,Metallwr., W. 35. <box>1138 1360 1388 1373</box>
directory-entry: Cöp. 257 R. Schulze & Co., Masch.-Fbr., Glien.-Str. <box>1138 1399 1433 1413</box>
directory-entry: Mpl. 2560 Schulze, Erich, Buchdruck., SO. 36. <box>446 502 715 516</box>
directory-entry: Mpl. 14895 Gebr. Schulze, Drogerie, Cöpen.-Str. 10. <box>446 1346 748 1360</box>
directory-entry: Kgst.(3136) Schulze, Rob., Kfm., Gr.-Frkf.-Str. 66. <box>1138 568 1425 582</box>
directory-entry: Lzw. 7131 L. Schulze & Co., Blusen, Kochstr. 3. <box>792 779 1066 793</box>
directory-entry: Spd. 1284 Schulze, W., Viehhdlg., Staaken. <box>1138 1135 1387 1149</box>
directory-entry: Lbg. 1563 Schulze, P. H., Ingen., Wilh.-Str. 14. <box>792 1452 1060 1466</box>
